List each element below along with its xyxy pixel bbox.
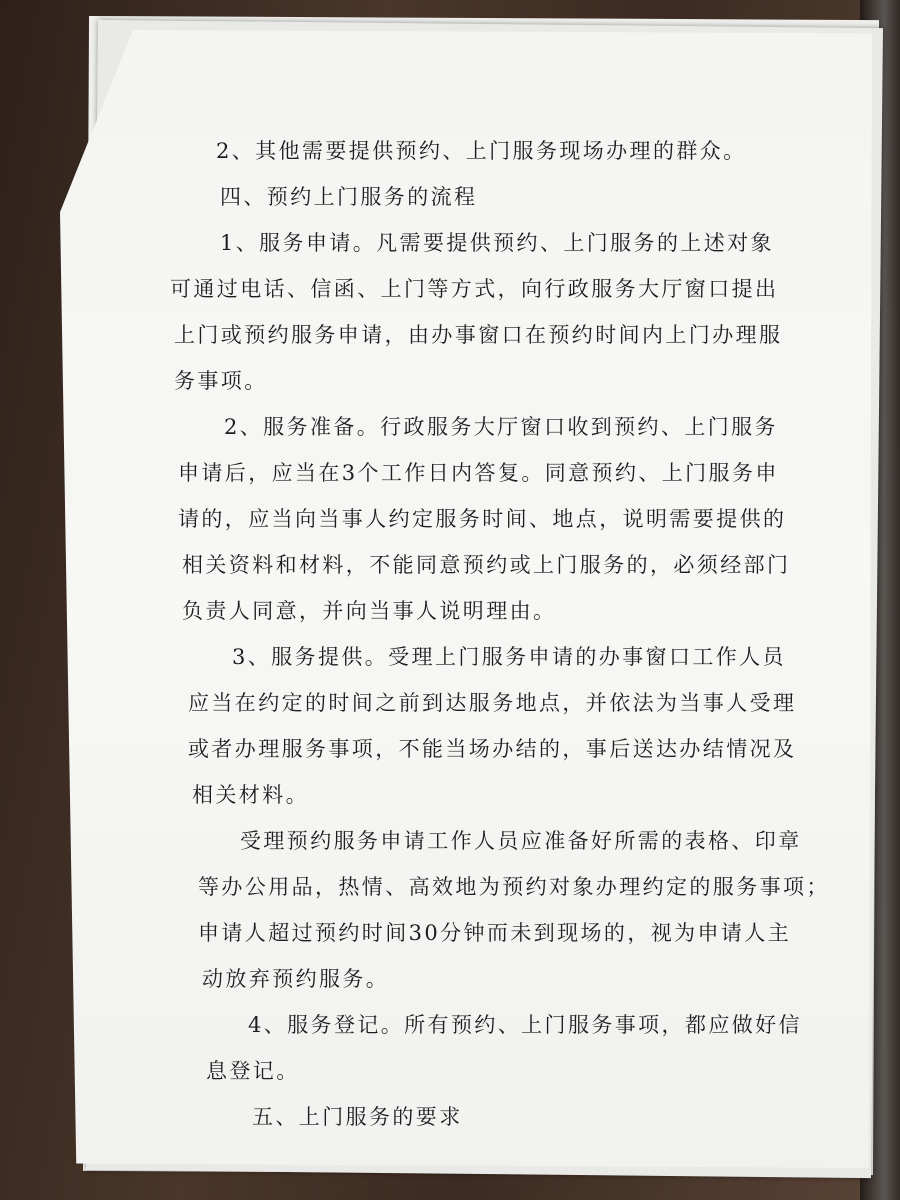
text-line: 上门或预约服务申请，由办事窗口在预约时间内上门办理服 (174, 323, 783, 347)
text-line: 申请人超过预约时间30分钟而未到现场的，视为申请人主 (198, 921, 792, 945)
text-line: 可通过电话、信函、上门等方式，向行政服务大厅窗口提出 (170, 277, 779, 301)
text-line: 申请后，应当在3个工作日内答复。同意预约、上门服务申 (178, 461, 779, 485)
text-line: 息登记。 (206, 1059, 300, 1083)
text-line: 受理预约服务申请工作人员应准备好所需的表格、印章 (240, 829, 802, 853)
text-line: 请的，应当向当事人约定服务时间、地点，说明需要提供的 (178, 507, 787, 531)
text-line: 4、服务登记。所有预约、上门服务事项，都应做好信 (248, 1013, 802, 1037)
text-line: 相关资料和材料，不能同意预约或上门服务的，必须经部门 (182, 553, 791, 577)
text-line: 动放弃预约服务。 (202, 967, 390, 991)
text-line: 或者办理服务事项，不能当场办结的，事后送达办结情况及 (188, 737, 797, 761)
text-line: 应当在约定的时间之前到达服务地点，并依法为当事人受理 (188, 691, 797, 715)
section-heading: 四、预约上门服务的流程 (220, 185, 478, 209)
text-line: 3、服务提供。受理上门服务申请的办事窗口工作人员 (232, 645, 786, 669)
text-line: 务事项。 (174, 369, 268, 393)
text-line: 等办公用品，热情、高效地为预约对象办理约定的服务事项； (198, 875, 830, 899)
document-body (170, 128, 830, 1140)
text-line: 2、其他需要提供预约、上门服务现场办理的群众。 (216, 139, 747, 163)
text-line: 2、服务准备。行政服务大厅窗口收到预约、上门服务 (224, 415, 778, 439)
text-line: 相关材料。 (192, 783, 309, 807)
text-line: 负责人同意，并向当事人说明理由。 (182, 599, 557, 623)
section-heading: 五、上门服务的要求 (252, 1105, 463, 1129)
text-line: 1、服务申请。凡需要提供预约、上门服务的上述对象 (220, 231, 774, 255)
